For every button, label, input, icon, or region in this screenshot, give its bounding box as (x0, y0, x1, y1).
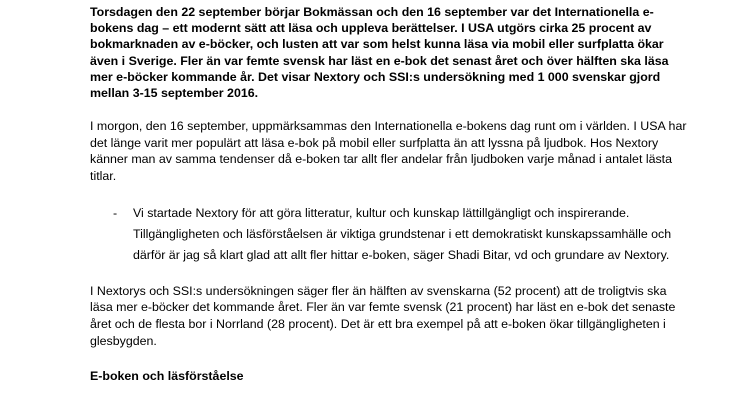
quote-block (90, 203, 690, 267)
body-paragraph-1: I morgon, den 16 september, uppmärksammas den Internationella e-bokens dag runt om i världen. I USA har det länge varit mer populärt att läsa e-bok på mobil eller surfplatta än att lyssna på ljudbok. Hos Nextory känner man av samma tendenser då e-boken tar allt fler andelar från ljudboken varje månad i antalet lästa titlar. (90, 119, 687, 183)
document-page (90, 0, 690, 384)
body-paragraph-2: I Nextorys och SSI:s undersökningen säger fler än hälften av svenskarna (52 procent) att de troligtvis ska läsa mer e-böcker det kommande året. Fler än var femte svensk (21 procent) har läst en e-bok det senaste året och de flesta bor i Norrland (28 procent). Det är ett bra exempel på att e-boken ökar tillgängligheten i glesbygden. (90, 283, 676, 348)
quote-bullet: - (113, 205, 118, 220)
quote-text: Vi startade Nextory för att göra litteratur, kultur och kunskap lättillgängligt och inspirerande. Tillgängligheten och läsförståelsen är viktiga grundstenar i ett demokratiskt kunskapssamhälle och därför är jag så klart glad att allt fler hittar e-boken, säger Shadi Bitar, vd och grundare av Nextory. (133, 205, 672, 263)
lead-paragraph: Torsdagen den 22 september börjar Bokmässan och den 16 september var det Internationella e-bokens dag – ett modernt sätt att läsa och uppleva berättelser. I USA utgörs cirka 25 procent av bokmarknaden av e-böcker, och lusten att var som helst kunna läsa via mobil eller surfplatta ökar även i Sverige. Fler än var femte svensk har läst en e-bok det senast året och över hälften ska läsa mer e-böcker kommande år. Det visar Nextory och SSI:s undersökning med 1 000 svenskar gjord mellan 3-15 september 2016. (90, 5, 669, 101)
section-heading: E-boken och läsförståelse (90, 369, 244, 384)
